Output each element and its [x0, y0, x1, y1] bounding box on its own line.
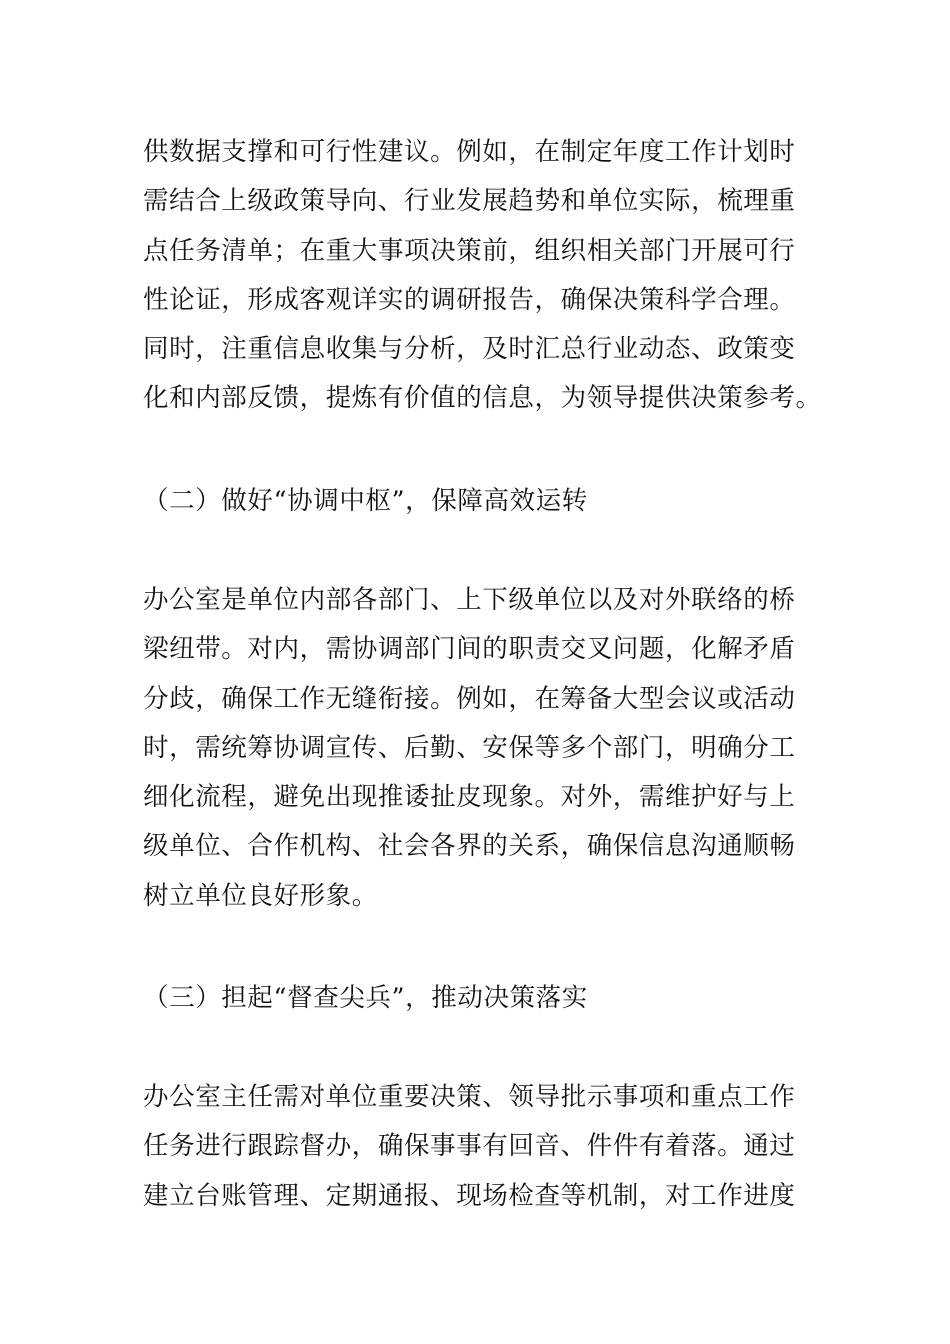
- text-line: 点任务清单；在重大事项决策前，组织相关部门开展可行: [143, 235, 796, 266]
- text-line: 性论证，形成客观详实的调研报告，确保决策科学合理。: [143, 284, 796, 315]
- section-heading: [143, 477, 813, 526]
- text-line: 分歧，确保工作无缝衔接。例如，在筹备大型会议或活动: [143, 683, 796, 714]
- text-line: 办公室是单位内部各部门、上下级单位以及对外联络的桥: [143, 585, 796, 615]
- body-paragraph: [143, 128, 822, 424]
- text-line: 任务进行跟踪督办，确保事事有回音、件件有着落。通过: [143, 1131, 796, 1162]
- text-line: 梁纽带。对内，需协调部门间的职责交叉问题，化解矛盾: [143, 634, 796, 665]
- body-paragraph: [143, 1073, 813, 1221]
- body-paragraph: [143, 576, 813, 921]
- text-line: 时，需统筹协调宣传、后勤、安保等多个部门，明确分工: [143, 732, 796, 763]
- text-line: 建立台账管理、定期通报、现场检查等机制，对工作进度: [143, 1180, 796, 1211]
- text-line: 供数据支撑和可行性建议。例如，在制定年度工作计划时: [143, 137, 796, 167]
- section-heading-text: （二）做好“协调中枢”，保障高效运转: [143, 486, 588, 516]
- text-line: 化和内部反馈，提炼有价值的信息，为领导提供决策参考。: [143, 383, 822, 414]
- text-line: 需结合上级政策导向、行业发展趋势和单位实际，梳理重: [143, 186, 796, 217]
- text-line: 级单位、合作机构、社会各界的关系，确保信息沟通顺畅: [143, 831, 796, 862]
- text-line: 树立单位良好形象。: [143, 880, 378, 911]
- text-line: 细化流程，避免出现推诿扯皮现象。对外，需维护好与上: [143, 782, 796, 813]
- section-heading-text: （三）担起“督查尖兵”，推动决策落实: [143, 983, 588, 1013]
- section-heading: [143, 974, 813, 1023]
- text-line: 同时，注重信息收集与分析，及时汇总行业动态、政策变: [143, 334, 796, 365]
- text-line: 办公室主任需对单位重要决策、领导批示事项和重点工作: [143, 1082, 796, 1112]
